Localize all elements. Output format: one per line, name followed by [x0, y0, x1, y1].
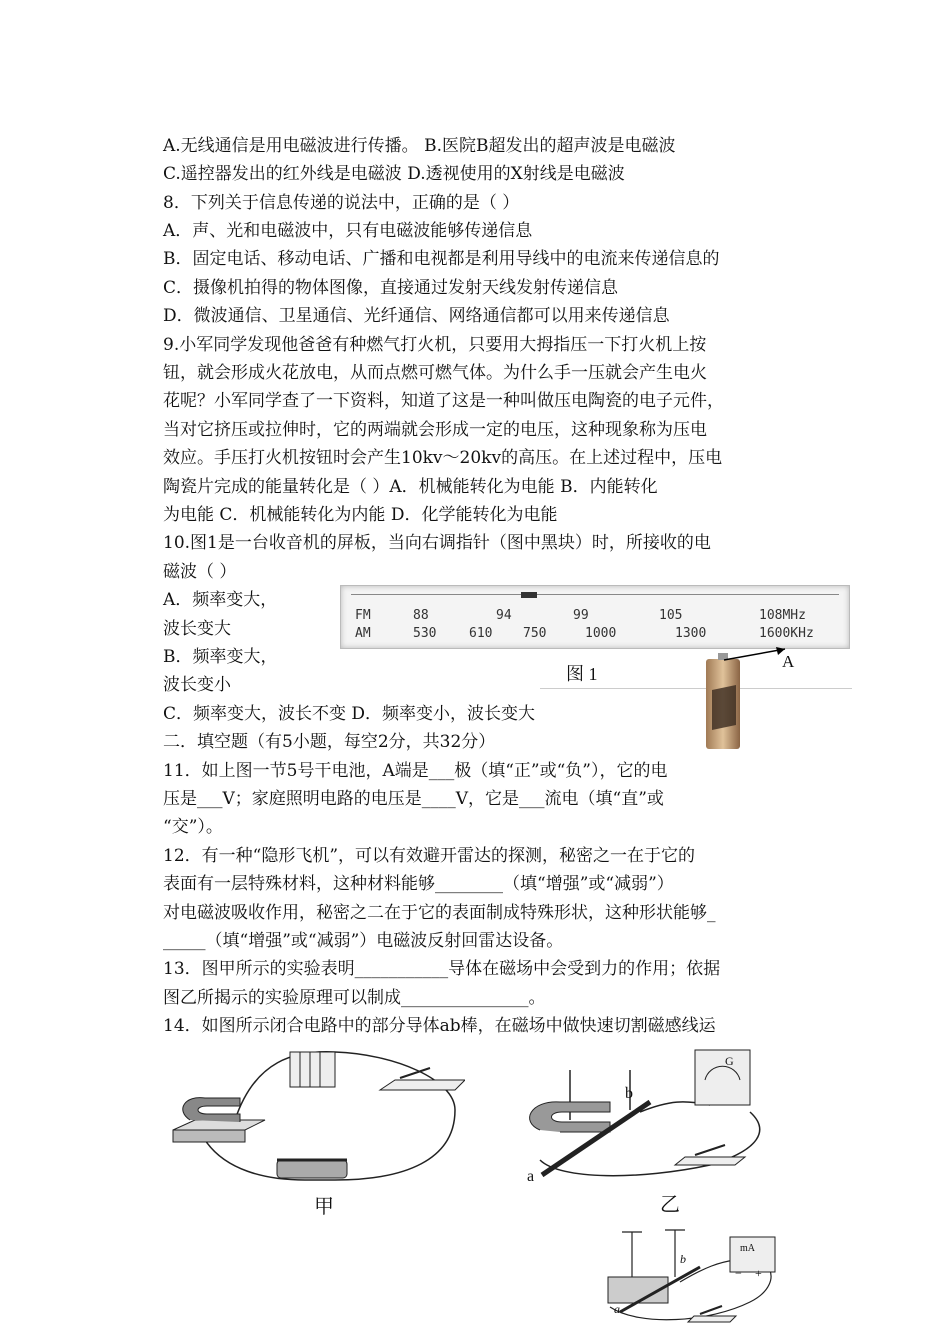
text-line: 14．如图所示闭合电路中的部分导体ab棒，在磁场中做快速切割磁感线运: [163, 1016, 716, 1036]
ab-rod: [542, 1102, 650, 1175]
text-line: 波长变大: [163, 619, 231, 639]
text-line: 12．有一种“隐形飞机”，可以有效避开雷达的探测，秘密之一在于它的: [163, 846, 696, 866]
text-line: 陶瓷片完成的能量转化是（ ）A．机械能转化为电能 B．内能转化: [163, 477, 658, 497]
fm-tick: 105: [659, 608, 683, 623]
switch-base: [675, 1157, 745, 1165]
radio-dial-panel: [340, 585, 850, 649]
fig-jia-apparatus: [165, 1040, 465, 1190]
magnet: [183, 1098, 240, 1122]
ma-label: mA: [740, 1243, 755, 1254]
fm-tick: 108MHz: [759, 608, 806, 623]
text-line: 钮，就会形成火花放电，从而点燃可燃气体。为什么手一压就会产生电火: [163, 363, 707, 383]
label-a: a: [527, 1168, 535, 1185]
rheostat: [277, 1160, 347, 1178]
text-line: 二．填空题（有5小题，每空2分，共32分）: [163, 732, 496, 752]
text-line: 对电磁波吸收作用，秘密之二在于它的表面制成特殊形状，这种形状能够_: [163, 903, 716, 923]
fm-label: FM: [355, 608, 371, 623]
am-tick: 750: [523, 626, 547, 641]
fm-tick: 88: [413, 608, 429, 623]
galvanometer-g: G: [725, 1054, 734, 1068]
fm-tick: 94: [496, 608, 512, 623]
text-line: “交”）。: [163, 817, 223, 837]
text-line: 表面有一层特殊材料，这种材料能够________（填“增强”或“减弱”）: [163, 874, 674, 894]
text-line: 10.图1是一台收音机的屏板，当向右调指针（图中黑块）时，所接收的电: [163, 533, 711, 553]
text-line: B．频率变大，: [163, 647, 278, 667]
base-plate-side: [173, 1130, 245, 1142]
text-line: C.遥控器发出的红外线是电磁波 D.透视使用的X射线是电磁波: [163, 164, 625, 184]
am-tick: 530: [413, 626, 437, 641]
fm-tick: 99: [573, 608, 589, 623]
switch-lever: [700, 1306, 722, 1314]
dial-pointer: [521, 592, 537, 598]
text-line: A.无线通信是用电磁波进行传播。 B.医院B超发出的超声波是电磁波: [163, 136, 676, 156]
base-plate: [173, 1120, 265, 1130]
fig-jia-caption: 甲: [314, 1196, 334, 1218]
text-line: 13．图甲所示的实验表明___________导体在磁场中会受到力的作用；依据: [163, 959, 721, 979]
text-line: A．声、光和电磁波中，只有电磁波能够传递信息: [163, 221, 533, 241]
label-a: a: [614, 1302, 620, 1316]
minus-label: −: [735, 1266, 742, 1280]
battery-stripe: [712, 685, 736, 730]
text-line: C．摄像机拍得的物体图像，直接通过发射天线发射传递信息: [163, 278, 619, 298]
fig-yi-apparatus: [520, 1040, 780, 1190]
am-tick: 1300: [675, 626, 707, 641]
text-line: 压是___V；家庭照明电路的电压是____V，它是___流电（填“直”或: [163, 789, 664, 809]
am-tick: 1600KHz: [759, 626, 814, 641]
am-label: AM: [355, 626, 371, 641]
text-line: B．固定电话、移动电话、广播和电视都是利用导线中的电流来传递信息的: [163, 249, 720, 269]
plus-label: +: [755, 1266, 762, 1280]
label-b: b: [680, 1252, 686, 1266]
am-tick: 610: [469, 626, 493, 641]
switch-base: [380, 1080, 465, 1090]
fig-yi-caption: 乙: [660, 1194, 680, 1216]
text-line: 波长变小: [163, 675, 231, 695]
text-line: 磁波（ ）: [163, 562, 237, 582]
battery-label-a: A: [782, 652, 795, 671]
text-line: 图乙所揭示的实验原理可以制成_______________。: [163, 988, 546, 1008]
label-b: b: [625, 1085, 633, 1102]
text-line: 为电能 C．机械能转化为内能 D．化学能转化为电能: [163, 505, 558, 525]
text-line: 当对它挤压或拉伸时，它的两端就会形成一定的电压，这种现象称为压电: [163, 420, 707, 440]
switch-lever: [695, 1145, 725, 1155]
text-line: 花呢？小军同学查了一下资料，知道了这是一种叫做压电陶瓷的电子元件，: [163, 391, 724, 411]
text-line: 11．如上图一节5号干电池，A端是___极（填“正”或“负”），它的电: [163, 761, 668, 781]
text-line: _____（填“增强”或“减弱”）电磁波反射回雷达设备。: [163, 931, 564, 951]
text-line: 效应。手压打火机按钮时会产生10kv～20kv的高压。在上述过程中，压电: [163, 448, 723, 468]
text-line: 8．下列关于信息传递的说法中，正确的是（ ）: [163, 193, 520, 213]
text-line: D．微波通信、卫星通信、光纤通信、网络通信都可以用来传递信息: [163, 306, 670, 326]
fig1-caption: 图 1: [566, 664, 598, 684]
text-line: A．频率变大，: [163, 590, 278, 610]
am-tick: 1000: [585, 626, 617, 641]
switch-base: [688, 1316, 736, 1322]
battery-pack: [290, 1052, 335, 1087]
text-line: 9.小军同学发现他爸爸有种燃气打火机，只要用大拇指压一下打火机上按: [163, 335, 707, 355]
label-arrow-line: [724, 649, 785, 660]
text-line: C．频率变大，波长不变 D．频率变小，波长变大: [163, 704, 536, 724]
galvanometer: [695, 1050, 750, 1105]
dial-rail: [351, 594, 839, 595]
